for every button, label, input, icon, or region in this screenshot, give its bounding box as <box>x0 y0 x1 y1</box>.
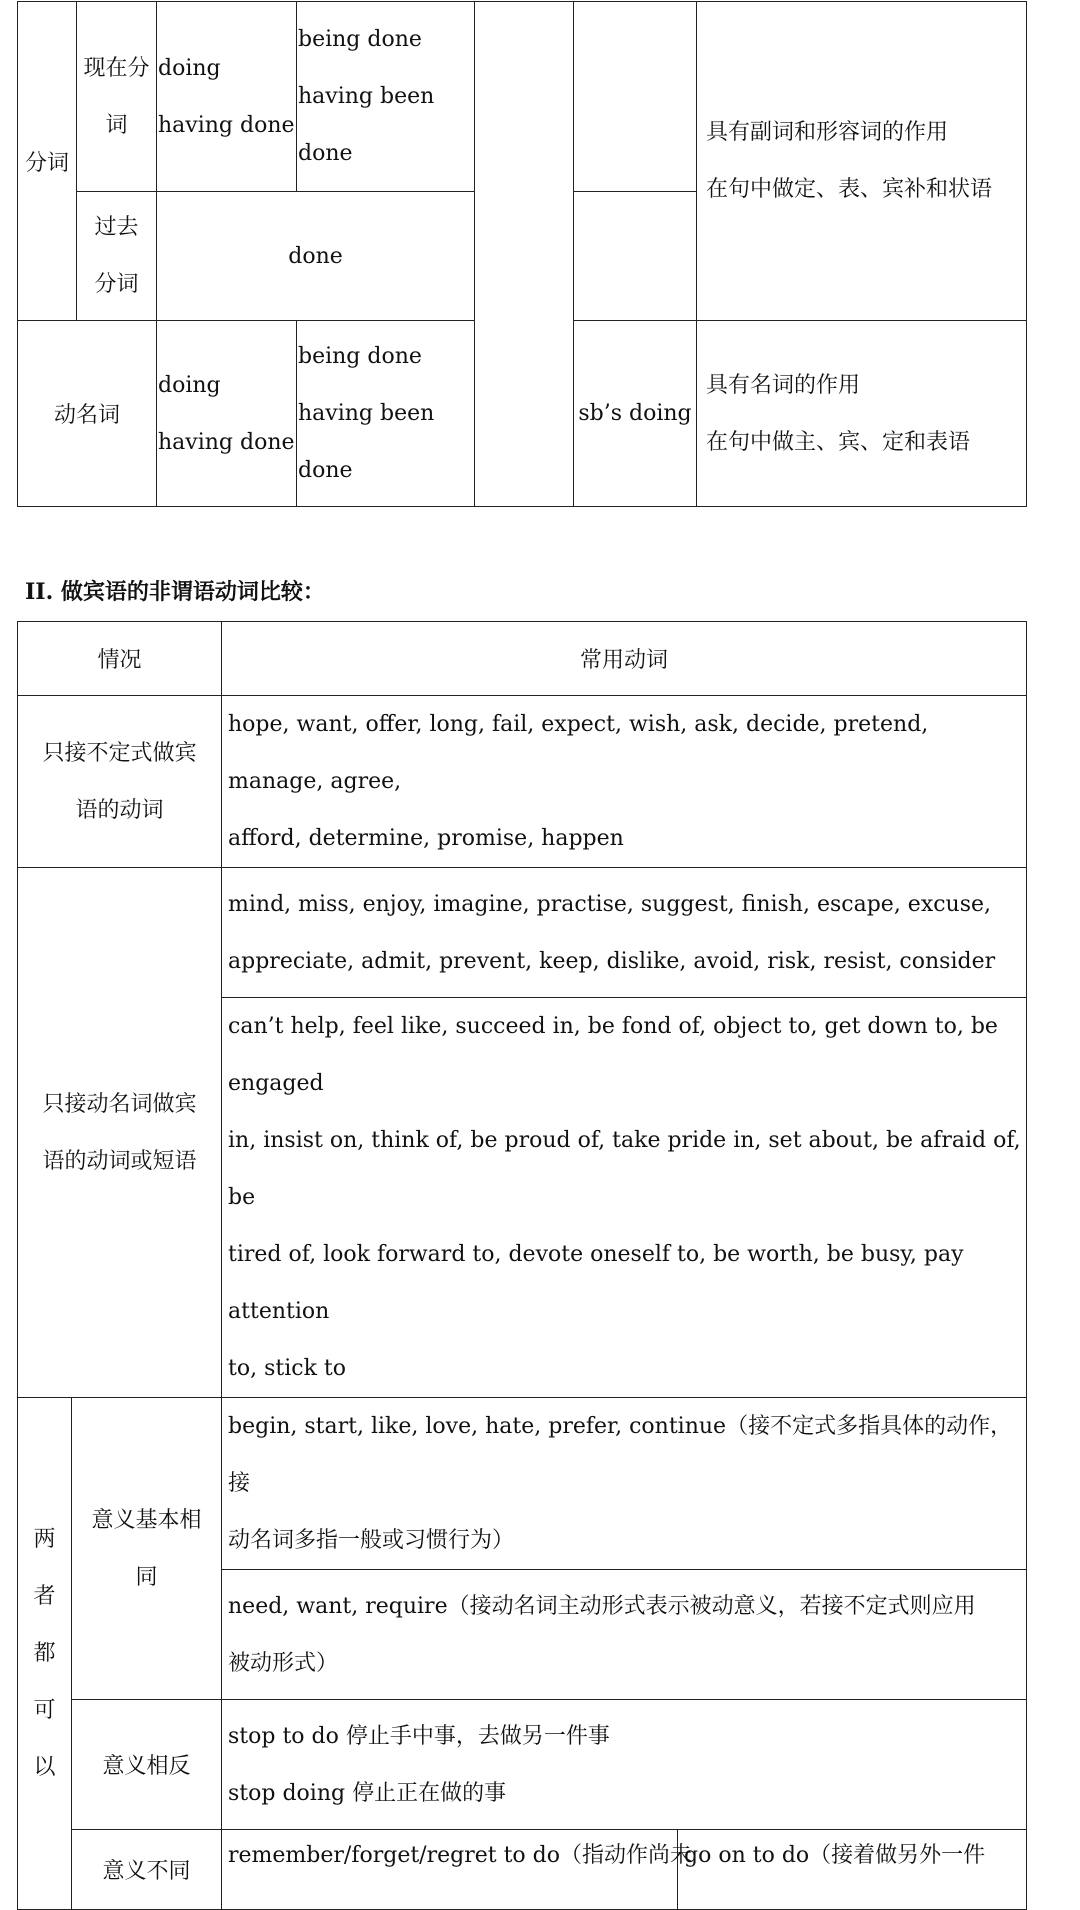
past-participle-label: 过去 分词 <box>77 192 157 321</box>
gerund-label: 动名词 <box>18 321 157 507</box>
header-case: 情况 <box>18 622 222 696</box>
present-participle-active: doing having done <box>157 2 297 192</box>
infinitive-only-verbs: hope, want, offer, long, fail, expect, wish, ask, decide, pretend, manage, agree, afford, determine, promise, happen <box>222 696 1027 868</box>
comparison-table <box>17 621 1027 1910</box>
gerund-only-verbs-b: can’t help, feel like, succeed in, be fond of, object to, get down to, be engaged in, insist on, think of, be proud of, take pride in, set about, be afraid of, be tired of, look forward to, devote oneself to, be worth, be busy, pay attention to, stick to <box>222 998 1027 1398</box>
section-heading: II. 做宾语的非谓语动词比较： <box>25 579 325 605</box>
participle-gerund-table <box>17 1 1027 507</box>
same-meaning-row-b: need, want, require（接动名词主动形式表示被动意义，若接不定式则应用 被动形式） <box>222 1570 1027 1700</box>
gerund-only-label: 只接动名词做宾 语的动词或短语 <box>18 868 222 1398</box>
gerund-logical-subject: sb’s doing <box>574 321 697 507</box>
present-participle-passive: being done having been done <box>297 2 475 192</box>
opposite-meaning-label: 意义相反 <box>72 1700 222 1830</box>
participle-function: 具有副词和形容词的作用 在句中做定、表、宾补和状语 <box>697 2 1027 321</box>
opposite-meaning-lines: stop to do 停止手中事，去做另一件事 stop doing 停止正在做的事 <box>222 1700 1027 1830</box>
different-meaning-left: remember/forget/regret to do（指动作尚未 <box>222 1830 678 1910</box>
header-verbs: 常用动词 <box>222 622 1027 696</box>
empty-cell <box>574 2 697 192</box>
gerund-active: doing having done <box>157 321 297 507</box>
same-meaning-row-a: begin, start, like, love, hate, prefer, continue（接不定式多指具体的动作，接 动名词多指一般或习惯行为） <box>222 1398 1027 1570</box>
participle-label: 分词 <box>18 2 77 321</box>
different-meaning-right: go on to do（接着做另外一件 <box>678 1830 1027 1910</box>
past-participle-form: done <box>157 192 475 321</box>
empty-cell <box>574 192 697 321</box>
same-meaning-label: 意义基本相 同 <box>72 1398 222 1700</box>
empty-cell <box>475 2 574 507</box>
gerund-function: 具有名词的作用 在句中做主、宾、定和表语 <box>697 321 1027 507</box>
both-label: 两 者 都 可 以 <box>18 1398 72 1910</box>
infinitive-only-label: 只接不定式做宾 语的动词 <box>18 696 222 868</box>
gerund-passive: being done having been done <box>297 321 475 507</box>
different-meaning-label: 意义不同 <box>72 1830 222 1910</box>
gerund-only-verbs-a: mind, miss, enjoy, imagine, practise, suggest, finish, escape, excuse, appreciate, admit, prevent, keep, dislike, avoid, risk, resist, consider <box>222 868 1027 998</box>
present-participle-label: 现在分 词 <box>77 2 157 192</box>
